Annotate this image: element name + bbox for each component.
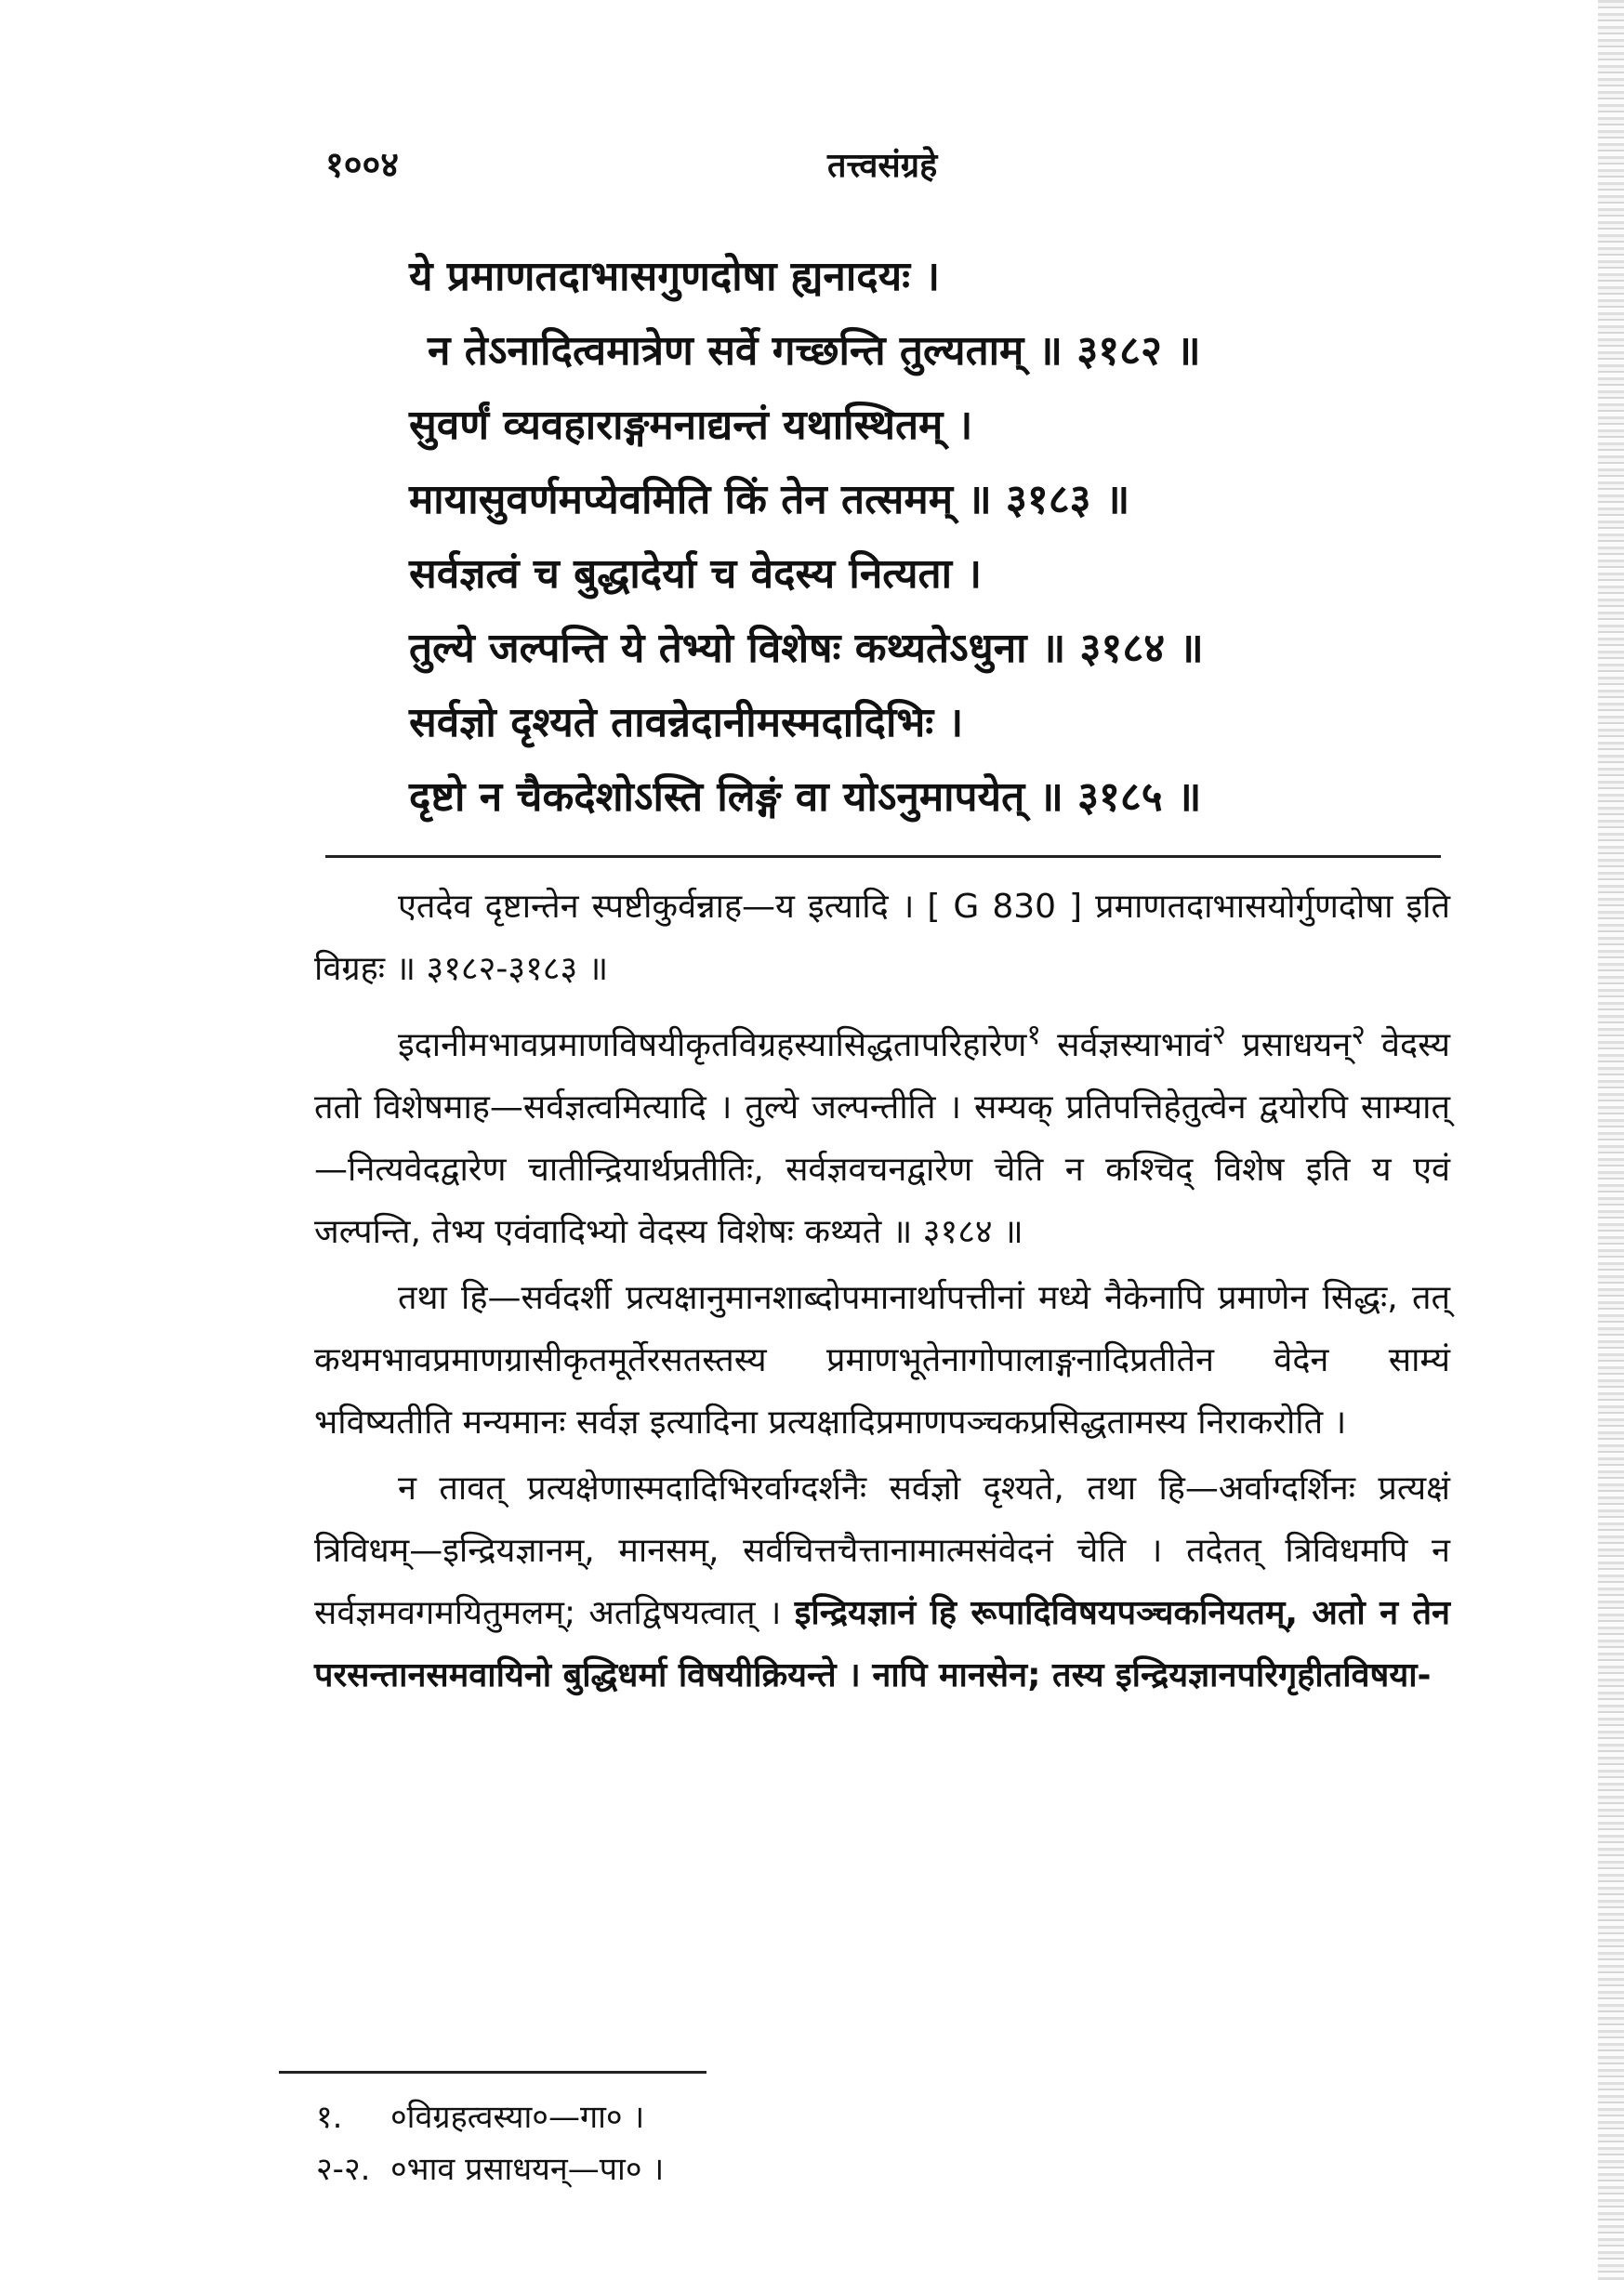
commentary-paragraph-2 — [314, 1004, 1450, 1263]
footnote-text: ०भाव प्रसाधयन्—पा० । — [390, 2151, 665, 2188]
commentary-paragraph-3 — [314, 1267, 1450, 1454]
verse-line: सुवर्णं व्यवहाराङ्गमनाद्यन्तं यथास्थितम् । — [409, 402, 973, 449]
commentary-paragraph-1 — [314, 876, 1450, 1000]
footnote — [316, 2091, 1153, 2143]
commentary-text: न तावत् प्रत्यक्षेणास्मदादिभिरर्वाग्दर्शनैः सर्वज्ञो दृश्यते, तथा हि—अर्वाग्दर्शिनः प्रत्यक्षं त्रिविधम्—इन्द्रियज्ञानम्, मानसम्, सर्वचित्तचैत्तानामात्मसंवेदनं चेति । तदेतत् त्रिविधमपि न सर्वज्ञमवगमयितुमलम्; अतद्विषयत्वात् । — [314, 1469, 1450, 1632]
commentary-text: वेदस्य ततो विशेषमाह—सर्वज्ञत्वमित्यादि । तुल्ये जल्पन्तीति । सम्यक् प्रतिपत्तिहेतुत्वेन द्वयोरपि साम्यात्—नित्यवेदद्वारेण चातीन्द्रियार्थप्रतीतिः, सर्वज्ञवचनद्वारेण चेति न कश्चिद् विशेष इति य एवं जल्पन्ति, तेभ्य एवंवादिभ्यो वेदस्य विशेषः कथ्यते ॥ ३१८४ ॥ — [314, 1026, 1450, 1251]
verse-divider-rule — [325, 855, 1441, 858]
commentary-text: सर्वज्ञस्याभावं — [1041, 1026, 1212, 1064]
footnote-number: १. — [316, 2099, 343, 2136]
verse-line: न तेऽनादित्वमात्रेण सर्वे गच्छन्ति तुल्यताम् ॥ ३१८२ ॥ — [428, 327, 1201, 375]
commentary-block — [314, 876, 1450, 1710]
commentary-paragraph-4 — [314, 1457, 1450, 1707]
verse-line: दृष्टो न चैकदेशोऽस्ति लिङ्गं वा योऽनुमापयेत् ॥ ३१८५ ॥ — [409, 773, 1202, 821]
commentary-text: इन्द्रियज्ञानं हि रूपादिविषयपञ्चकनियतम्, अतो न तेन परसन्तानसमवायिनो बुद्धिधर्मा विषयीक्रियन्ते । नापि मानसेन; तस्य इन्द्रियज्ञानपरिगृहीतविषया- — [314, 1594, 1450, 1694]
verse-line: सर्वज्ञो दृश्यते तावन्नेदानीमस्मदादिभिः । — [409, 699, 964, 746]
footnote — [316, 2143, 1153, 2195]
footnotes — [316, 2091, 1153, 2195]
footnote-marker: १ — [1026, 1019, 1042, 1051]
commentary-text: इदानीमभावप्रमाणविषयीकृतविग्रहस्यासिद्धतापरिहारेण — [398, 1026, 1027, 1064]
footnote-marker: २ — [1211, 1019, 1227, 1051]
verse-line: ये प्रमाणतदाभासगुणदोषा ह्यनादयः । — [409, 253, 941, 300]
verse-block — [409, 240, 1450, 835]
footnote-divider-rule — [279, 2071, 706, 2074]
verse-line: तुल्ये जल्पन्ति ये तेभ्यो विशेषः कथ्यतेऽधुना ॥ ३१८४ ॥ — [409, 625, 1204, 672]
footnote-number: २-२. — [316, 2151, 371, 2188]
commentary-text: तथा हि—सर्वदर्शी प्रत्यक्षानुमानशाब्दोपमानार्थापत्तीनां मध्ये नैकेनापि प्रमाणेन सिद्धः, तत् कथमभावप्रमाणग्रासीकृतमूर्तेरसतस्तस्य प्रमाणभूतेनागोपालाङ्गनादिप्रतीतेन वेदेन साम्यं भविष्यतीति मन्यमानः सर्वज्ञ इत्यादिना प्रत्यक्षादिप्रमाणपञ्चकप्रसिद्धतामस्य निराकरोति । — [314, 1279, 1450, 1442]
page-header — [325, 139, 1450, 195]
page-edge-scan-artifact — [1598, 0, 1624, 2280]
commentary-text: प्रसाधयन् — [1226, 1026, 1352, 1064]
verse-line: सर्वज्ञत्वं च बुद्धादेर्या च वेदस्य नित्यता । — [409, 550, 982, 598]
commentary-text: एतदेव दृष्टान्तेन स्पष्टीकुर्वन्नाह—य इत्यादि । [ G 830 ] प्रमाणतदाभासयोर्गुणदोषा इति विग्रहः ॥ ३१८२-३१८३ ॥ — [314, 888, 1450, 988]
page-number: १००४ — [325, 144, 400, 185]
running-title: तत्त्वसंग्रहे — [827, 147, 938, 185]
footnote-marker: २ — [1351, 1019, 1366, 1051]
footnote-text: ०विग्रहत्वस्या०—गा० । — [390, 2099, 645, 2136]
verse-line: मायासुवर्णमप्येवमिति किं तेन तत्समम् ॥ ३१८३ ॥ — [409, 476, 1130, 523]
